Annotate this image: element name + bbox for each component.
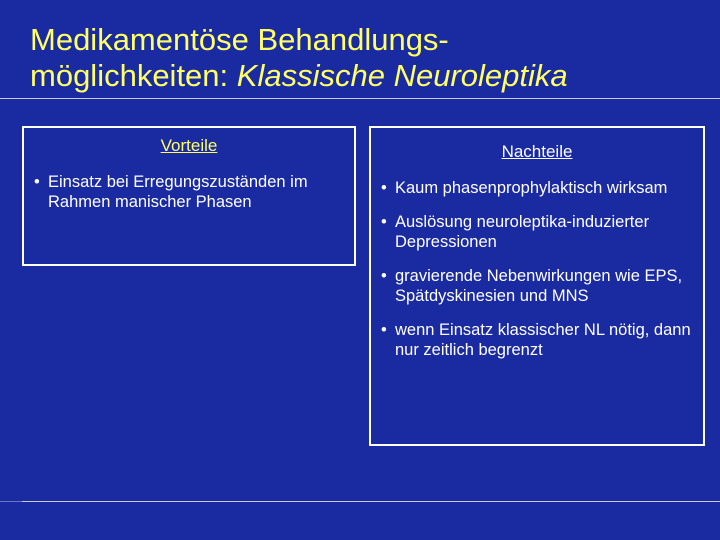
- bullet-icon: •: [381, 179, 387, 197]
- disadvantages-box: [369, 126, 705, 446]
- bullet-icon: •: [381, 267, 387, 285]
- list-item: [24, 172, 354, 212]
- list-item-text: Einsatz bei Erregungszuständen im Rahmen manischer Phasen: [48, 173, 308, 211]
- title-line-2: [30, 58, 710, 94]
- list-item-text: gravierende Nebenwirkungen wie EPS, Spätdyskinesien und MNS: [395, 267, 683, 305]
- list-item-text: Auslösung neuroleptika-induzierter Depressionen: [395, 213, 650, 251]
- list-item: [371, 320, 703, 360]
- list-item: [371, 212, 703, 252]
- advantages-heading: Vorteile: [160, 136, 218, 155]
- slide-title: [30, 22, 710, 94]
- footer-divider-left: [0, 501, 22, 502]
- bullet-icon: •: [381, 321, 387, 339]
- advantages-box: [22, 126, 356, 266]
- list-item: [371, 266, 703, 306]
- title-line-2-plain: möglichkeiten:: [30, 58, 237, 93]
- disadvantages-list: [371, 178, 703, 360]
- bullet-icon: •: [34, 173, 40, 191]
- list-item-text: Kaum phasenprophylaktisch wirksam: [395, 179, 668, 197]
- disadvantages-heading: Nachteile: [501, 142, 573, 161]
- advantages-list: [24, 172, 354, 212]
- title-divider: [0, 98, 720, 99]
- title-line-1: Medikamentöse Behandlungs-: [30, 22, 449, 57]
- bullet-icon: •: [381, 213, 387, 231]
- title-line-2-italic: Klassische Neuroleptika: [236, 58, 568, 93]
- list-item-text: wenn Einsatz klassischer NL nötig, dann nur zeitlich begrenzt: [395, 321, 691, 359]
- footer-divider: [22, 501, 720, 502]
- list-item: [371, 178, 703, 198]
